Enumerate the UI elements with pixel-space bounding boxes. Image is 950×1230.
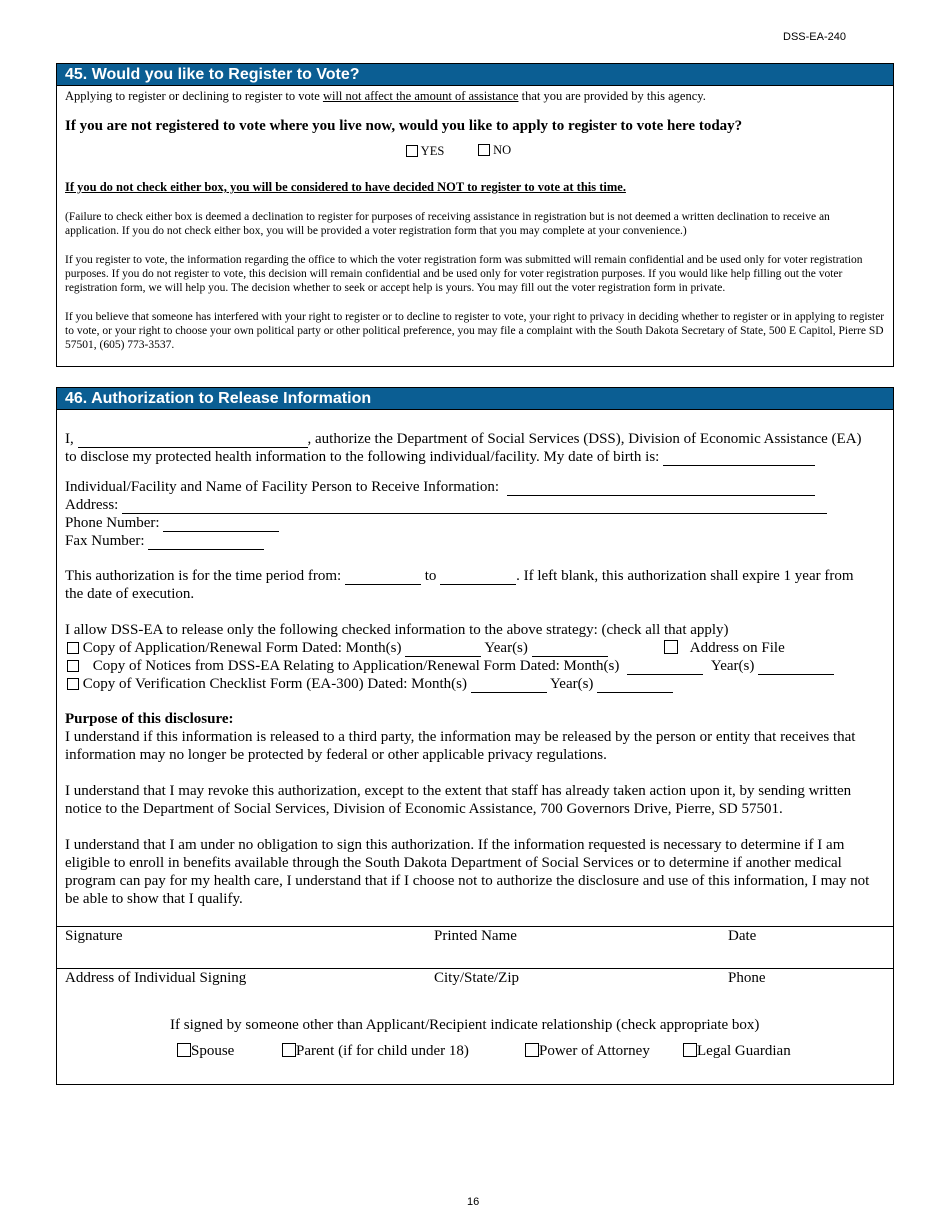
option-application: Copy of Application/Renewal Form Dated: Month(s) Year(s) bbox=[67, 639, 608, 657]
authorize-line: I, , authorize the Department of Social Services (DSS), Division of Economic Assistance (EA) bbox=[65, 431, 862, 447]
address-line: Address: bbox=[65, 496, 827, 514]
period-line: This authorization is for the time period from: to . If left blank, this authorization shall expire 1 year from bbox=[65, 568, 854, 584]
address-signing-label: Address of Individual Signing bbox=[65, 970, 247, 986]
notices-year-field[interactable] bbox=[758, 660, 834, 675]
revoke-text: I understand that I may revoke this authorization, except to the extent that staff has already taken action upon it, by sending written notice to the Department of Social Services, Division of Economic Assistance, 700 Governors Drive, Pierre, SD 57501. bbox=[65, 783, 852, 817]
parent-checkbox[interactable] bbox=[282, 1043, 296, 1057]
address-field[interactable] bbox=[122, 499, 827, 514]
voter-complaint-note: If you believe that someone has interfered with your right to register or to decline to register to vote, your right to privacy in deciding whether to register or in applying to register to vote, or your right to choose your own political party or other political preference, you may file a complaint with the South Dakota Secretary of State, 500 E Capitol, Pierre SD 57501, (605) 773-3537. bbox=[65, 311, 885, 351]
application-year-field[interactable] bbox=[532, 642, 608, 657]
fax-field[interactable] bbox=[148, 535, 264, 550]
facility-field[interactable] bbox=[507, 481, 815, 496]
facility-line: Individual/Facility and Name of Facility Person to Receive Information: bbox=[65, 478, 815, 496]
form-code: DSS-EA-240 bbox=[783, 31, 846, 43]
relationship-spouse: Spouse bbox=[177, 1042, 234, 1060]
phone-field[interactable] bbox=[163, 517, 279, 532]
allow-text: I allow DSS-EA to release only the following checked information to the above strategy: (check all that apply) bbox=[65, 622, 729, 638]
voter-registration-section bbox=[56, 63, 894, 367]
relationship-poa: Power of Attorney bbox=[525, 1042, 650, 1060]
date-label: Date bbox=[728, 928, 757, 944]
section-46-title: 46. Authorization to Release Information bbox=[57, 388, 893, 410]
disclose-line: to disclose my protected health information to the following individual/facility. My date of birth is: bbox=[65, 448, 815, 466]
address-divider bbox=[57, 968, 893, 969]
date-of-birth-field[interactable] bbox=[663, 451, 815, 466]
fax-line: Fax Number: bbox=[65, 532, 264, 550]
relationship-guardian: Legal Guardian bbox=[683, 1042, 791, 1060]
power-of-attorney-checkbox[interactable] bbox=[525, 1043, 539, 1057]
relationship-text: If signed by someone other than Applicant/Recipient indicate relationship (check appropriate box) bbox=[170, 1017, 760, 1033]
option-address-on-file: Address on File bbox=[664, 639, 785, 657]
application-checkbox[interactable] bbox=[67, 642, 79, 654]
option-notices: Copy of Notices from DSS-EA Relating to Application/Renewal Form Dated: Month(s) Year(s) bbox=[67, 657, 834, 675]
phone-label: Phone bbox=[728, 970, 766, 986]
verification-checkbox[interactable] bbox=[67, 678, 79, 690]
signature-divider bbox=[57, 926, 893, 927]
notices-checkbox[interactable] bbox=[67, 660, 79, 672]
relationship-parent: Parent (if for child under 18) bbox=[282, 1042, 469, 1060]
period-to-field[interactable] bbox=[440, 570, 516, 585]
purpose-heading: Purpose of this disclosure: bbox=[65, 711, 234, 727]
voter-intro: Applying to register or declining to register to vote will not affect the amount of assistance that you are provided by this agency. bbox=[65, 89, 706, 103]
address-on-file-checkbox[interactable] bbox=[664, 640, 678, 654]
section-45-title: 45. Would you like to Register to Vote? bbox=[57, 64, 893, 86]
printed-name-label: Printed Name bbox=[434, 928, 517, 944]
verification-month-field[interactable] bbox=[471, 678, 547, 693]
application-month-field[interactable] bbox=[405, 642, 481, 657]
no-option[interactable]: NO bbox=[478, 143, 511, 158]
voter-failure-note: (Failure to check either box is deemed a declination to register for purposes of receiving assistance in registration but is not deemed a written declination to receive an application. If you do not check either box, you will be provided a voter registration form that you may complete at your convenience.) bbox=[65, 211, 830, 237]
period-from-field[interactable] bbox=[345, 570, 421, 585]
yes-checkbox[interactable] bbox=[406, 145, 418, 157]
phone-line: Phone Number: bbox=[65, 514, 279, 532]
city-state-zip-label: City/State/Zip bbox=[434, 970, 519, 986]
option-verification: Copy of Verification Checklist Form (EA-300) Dated: Month(s) Year(s) bbox=[67, 675, 673, 693]
obligation-text: I understand that I am under no obligation to sign this authorization. If the information requested is necessary to determine if I am eligible to enroll in benefits available through the South Dakota Department of Social Services or to determine if another medical program can pay for my health care, I understand that if I choose not to authorize the disclosure and use of this information, I may not be able to show that I qualify. bbox=[65, 837, 870, 907]
verification-year-field[interactable] bbox=[597, 678, 673, 693]
purpose-text: I understand if this information is released to a third party, the information may be released by the person or entity that receives that information may no longer be protected by federal or other applicable privacy regulations. bbox=[65, 729, 856, 763]
no-checkbox[interactable] bbox=[478, 144, 490, 156]
voter-warning: If you do not check either box, you will be considered to have decided NOT to register to vote at this time. bbox=[65, 180, 626, 194]
authorizer-name-field[interactable] bbox=[78, 433, 308, 448]
notices-month-field[interactable] bbox=[627, 660, 703, 675]
legal-guardian-checkbox[interactable] bbox=[683, 1043, 697, 1057]
signature-label: Signature bbox=[65, 928, 123, 944]
spouse-checkbox[interactable] bbox=[177, 1043, 191, 1057]
period-line-2: the date of execution. bbox=[65, 586, 195, 602]
yes-option[interactable]: YES bbox=[406, 144, 444, 159]
page-number: 16 bbox=[467, 1196, 480, 1208]
voter-confidential-note: If you register to vote, the information regarding the office to which the voter registration form was submitted will remain confidential and be used only for voter registration purposes. If you do not register to vote, this decision will remain confidential and be used only for voter registration purposes. If you would like help filling out the voter registration form, we will help you. The decision whether to seek or accept help is yours. You may fill out the voter registration form in private. bbox=[65, 254, 863, 294]
authorization-section bbox=[56, 387, 894, 1085]
voter-question: If you are not registered to vote where you live now, would you like to apply to register to vote here today? bbox=[65, 118, 743, 134]
